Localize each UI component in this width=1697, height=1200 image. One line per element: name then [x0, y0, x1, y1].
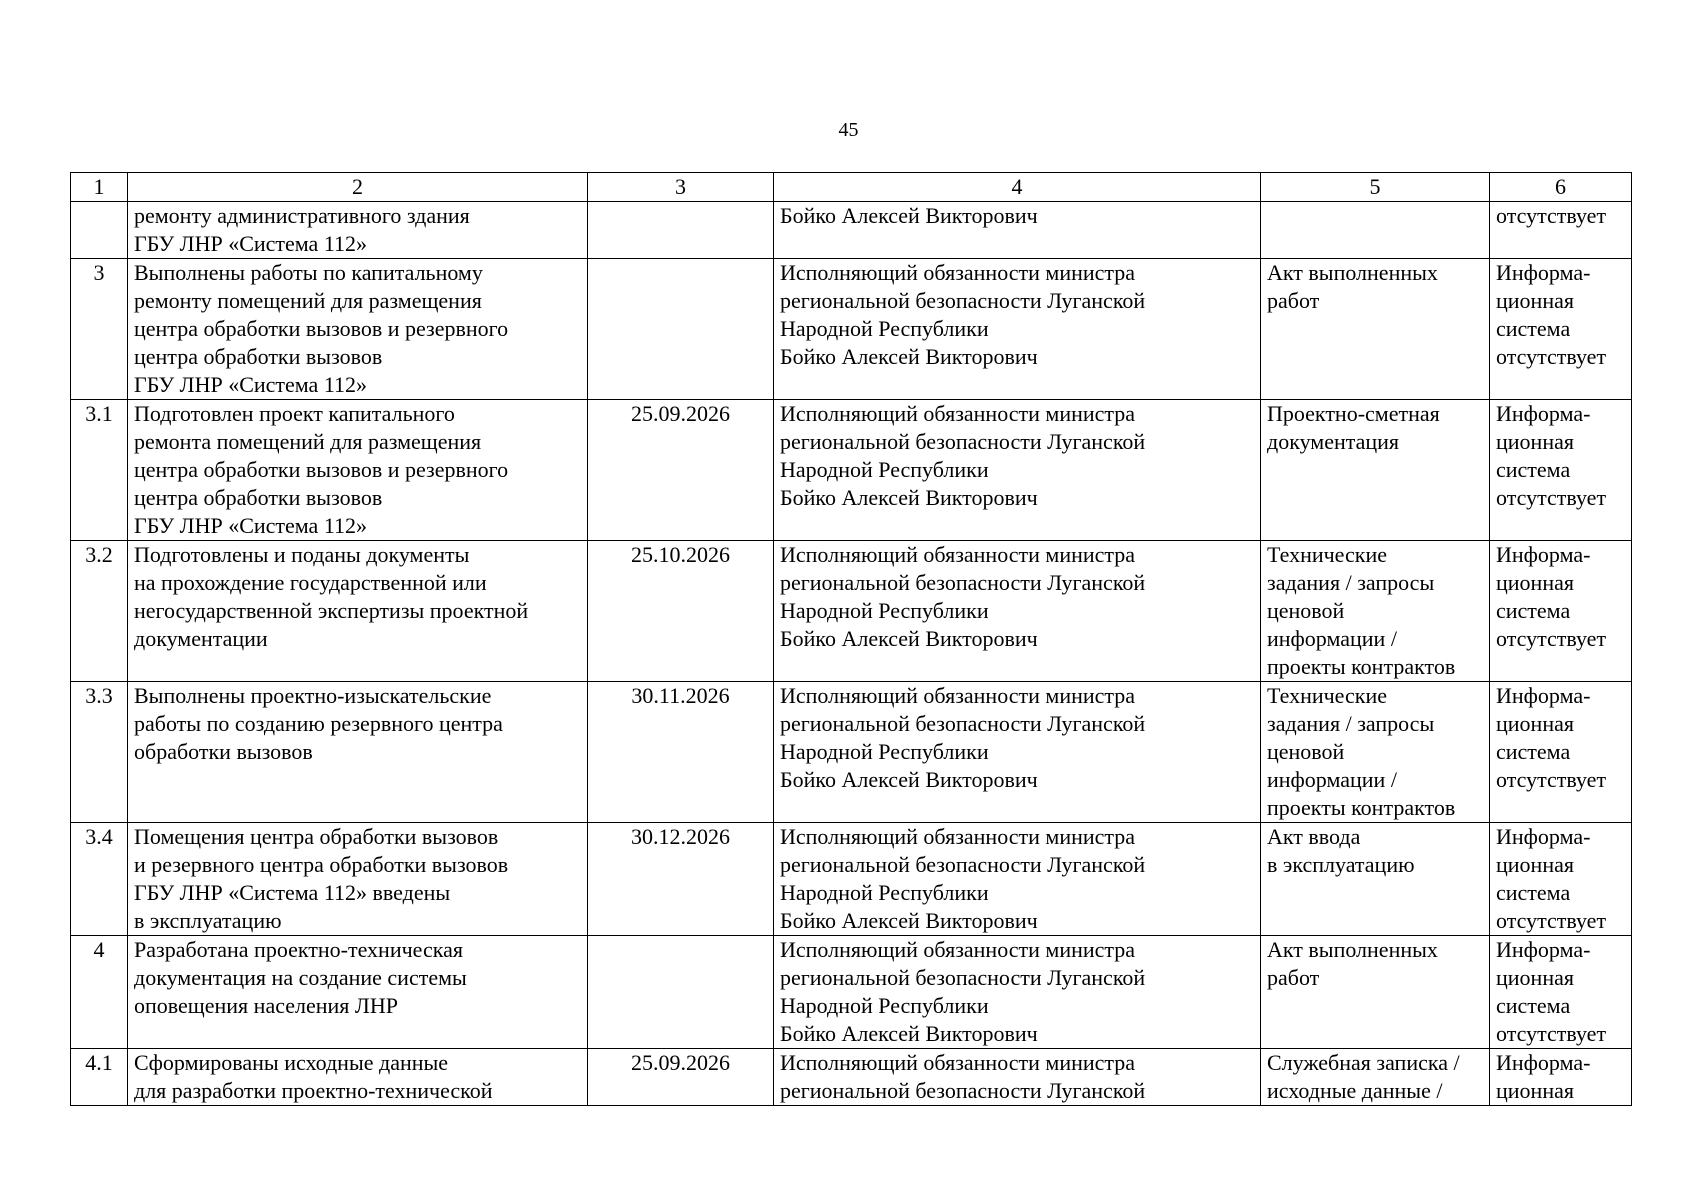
cell-information-system-line: система — [1496, 598, 1571, 623]
plan-table — [70, 172, 1632, 1106]
cell-task-line: центра обработки вызовов — [134, 344, 383, 369]
cell-responsible-line: Исполняющий обязанности министра — [780, 937, 1136, 962]
cell-information-system-line: система — [1496, 739, 1571, 764]
cell-number: 3.3 — [71, 682, 128, 823]
cell-information-system-line: система — [1496, 457, 1571, 482]
cell-information-system-line: отсутствует — [1496, 203, 1607, 228]
cell-number: 3.2 — [71, 541, 128, 682]
cell-task-line: документации — [134, 626, 268, 651]
column-header-5: 5 — [1261, 173, 1490, 202]
cell-document-line: проекты контрактов — [1267, 795, 1456, 820]
cell-number: 3.1 — [71, 400, 128, 541]
cell-responsible — [774, 259, 1261, 400]
table-row — [71, 936, 1632, 1049]
cell-document — [1261, 259, 1490, 400]
table-row — [71, 823, 1632, 936]
cell-responsible-line: Исполняющий обязанности министра — [780, 260, 1136, 285]
cell-responsible-line: Исполняющий обязанности министра — [780, 683, 1136, 708]
cell-document-line: Акт выполненных — [1267, 260, 1438, 285]
cell-information-system-line: отсутствует — [1496, 344, 1607, 369]
cell-responsible-line: Народной Республики — [780, 598, 989, 623]
cell-deadline: 25.09.2026 — [588, 1049, 774, 1106]
cell-task-line: ремонта помещений для размещения — [134, 429, 482, 454]
cell-responsible-line: региональной безопасности Луганской — [780, 852, 1146, 877]
cell-information-system-line: отсутствует — [1496, 1021, 1607, 1046]
cell-responsible-line: Исполняющий обязанности министра — [780, 401, 1136, 426]
cell-information-system — [1490, 541, 1632, 682]
cell-document-line: Служебная записка / — [1267, 1050, 1460, 1075]
cell-deadline — [588, 202, 774, 259]
table-row — [71, 1049, 1632, 1106]
cell-document — [1261, 1049, 1490, 1106]
cell-information-system-line: ционная — [1496, 965, 1574, 990]
cell-information-system-line: ционная — [1496, 429, 1574, 454]
cell-number: 3 — [71, 259, 128, 400]
cell-document — [1261, 823, 1490, 936]
cell-responsible-line: региональной безопасности Луганской — [780, 288, 1146, 313]
cell-document-line: Технические — [1267, 542, 1387, 567]
cell-information-system-line: ционная — [1496, 570, 1574, 595]
cell-responsible-line: региональной безопасности Луганской — [780, 429, 1146, 454]
cell-task-line: Подготовлены и поданы документы — [134, 542, 470, 567]
column-header-2: 2 — [128, 173, 588, 202]
cell-number: 4 — [71, 936, 128, 1049]
cell-document-line: проекты контрактов — [1267, 654, 1456, 679]
cell-task — [128, 936, 588, 1049]
cell-information-system-line: Информа- — [1496, 937, 1591, 962]
cell-task-line: Выполнены работы по капитальному — [134, 260, 483, 285]
header-row — [71, 173, 1632, 202]
cell-document-line: Акт выполненных — [1267, 937, 1438, 962]
cell-task — [128, 541, 588, 682]
cell-responsible-line: Бойко Алексей Викторович — [780, 908, 1038, 933]
cell-responsible-line: Исполняющий обязанности министра — [780, 542, 1136, 567]
cell-task-line: ГБУ ЛНР «Система 112» введены — [134, 880, 451, 905]
cell-responsible-line: Бойко Алексей Викторович — [780, 626, 1038, 651]
cell-deadline: 25.09.2026 — [588, 400, 774, 541]
cell-deadline: 30.11.2026 — [588, 682, 774, 823]
cell-responsible-line: Бойко Алексей Викторович — [780, 203, 1038, 228]
cell-number: 4.1 — [71, 1049, 128, 1106]
cell-responsible-line: Бойко Алексей Викторович — [780, 767, 1038, 792]
cell-deadline: 30.12.2026 — [588, 823, 774, 936]
cell-responsible-line: Бойко Алексей Викторович — [780, 1021, 1038, 1046]
cell-task — [128, 682, 588, 823]
cell-information-system-line: ционная — [1496, 711, 1574, 736]
cell-document-line: работ — [1267, 965, 1320, 990]
cell-responsible-line: региональной безопасности Луганской — [780, 965, 1146, 990]
table-row — [71, 682, 1632, 823]
cell-responsible — [774, 936, 1261, 1049]
table-body — [71, 202, 1632, 1106]
cell-document-line: работ — [1267, 288, 1320, 313]
cell-information-system-line: отсутствует — [1496, 767, 1607, 792]
cell-information-system-line: Информа- — [1496, 401, 1591, 426]
cell-information-system-line: Информа- — [1496, 542, 1591, 567]
cell-responsible — [774, 541, 1261, 682]
cell-document — [1261, 400, 1490, 541]
cell-number — [71, 202, 128, 259]
cell-information-system-line: Информа- — [1496, 1050, 1591, 1075]
cell-document-line: Проектно-сметная — [1267, 401, 1440, 426]
cell-document — [1261, 202, 1490, 259]
cell-responsible-line: Бойко Алексей Викторович — [780, 485, 1038, 510]
cell-information-system-line: система — [1496, 993, 1571, 1018]
cell-information-system — [1490, 202, 1632, 259]
cell-task — [128, 400, 588, 541]
cell-information-system-line: система — [1496, 880, 1571, 905]
cell-document — [1261, 936, 1490, 1049]
cell-responsible — [774, 400, 1261, 541]
cell-information-system-line: ционная — [1496, 1078, 1574, 1103]
cell-information-system — [1490, 259, 1632, 400]
cell-information-system-line: отсутствует — [1496, 485, 1607, 510]
cell-task-line: ремонту административного здания — [134, 203, 470, 228]
cell-document-line: задания / запросы — [1267, 711, 1435, 736]
cell-document — [1261, 541, 1490, 682]
cell-task-line: и резервного центра обработки вызовов — [134, 852, 509, 877]
cell-task-line: обработки вызовов — [134, 739, 313, 764]
cell-document-line: задания / запросы — [1267, 570, 1435, 595]
page-number: 45 — [838, 119, 859, 141]
cell-responsible-line: Исполняющий обязанности министра — [780, 1050, 1136, 1075]
cell-responsible-line: региональной безопасности Луганской — [780, 1078, 1146, 1103]
cell-document-line: Технические — [1267, 683, 1387, 708]
cell-information-system — [1490, 400, 1632, 541]
cell-information-system-line: ционная — [1496, 852, 1574, 877]
cell-document-line: исходные данные / — [1267, 1078, 1443, 1103]
cell-task-line: оповещения населения ЛНР — [134, 993, 398, 1018]
cell-responsible-line: Народной Республики — [780, 457, 989, 482]
cell-information-system-line: система — [1496, 316, 1571, 341]
cell-information-system-line: Информа- — [1496, 260, 1591, 285]
column-header-4: 4 — [774, 173, 1261, 202]
cell-task — [128, 259, 588, 400]
cell-responsible-line: Народной Республики — [780, 880, 989, 905]
cell-responsible — [774, 202, 1261, 259]
cell-task-line: работы по созданию резервного центра — [134, 711, 503, 736]
cell-information-system — [1490, 823, 1632, 936]
cell-responsible — [774, 1049, 1261, 1106]
cell-task-line: Подготовлен проект капитального — [134, 401, 455, 426]
cell-responsible-line: Исполняющий обязанности министра — [780, 824, 1136, 849]
cell-information-system — [1490, 1049, 1632, 1106]
cell-responsible — [774, 823, 1261, 936]
cell-task — [128, 1049, 588, 1106]
cell-task-line: ГБУ ЛНР «Система 112» — [134, 513, 368, 538]
cell-deadline — [588, 259, 774, 400]
column-header-1: 1 — [71, 173, 128, 202]
cell-task-line: центра обработки вызовов — [134, 485, 383, 510]
cell-document-line: в эксплуатацию — [1267, 852, 1415, 877]
column-header-6: 6 — [1490, 173, 1632, 202]
cell-responsible — [774, 682, 1261, 823]
cell-document-line: информации / — [1267, 626, 1397, 651]
cell-information-system-line: отсутствует — [1496, 908, 1607, 933]
cell-task-line: ГБУ ЛНР «Система 112» — [134, 372, 368, 397]
cell-information-system-line: Информа- — [1496, 683, 1591, 708]
cell-task-line: Помещения центра обработки вызовов — [134, 824, 499, 849]
cell-responsible-line: Народной Республики — [780, 993, 989, 1018]
cell-document — [1261, 682, 1490, 823]
cell-task-line: Выполнены проектно-изыскательские — [134, 683, 492, 708]
cell-task-line: Разработана проектно-техническая — [134, 937, 463, 962]
cell-task-line: негосударственной экспертизы проектной — [134, 598, 529, 623]
table-row — [71, 541, 1632, 682]
table-header — [71, 173, 1632, 202]
cell-document-line: документация — [1267, 429, 1400, 454]
cell-task-line: центра обработки вызовов и резервного — [134, 316, 509, 341]
cell-document-line: ценовой — [1267, 739, 1345, 764]
cell-information-system-line: ционная — [1496, 288, 1574, 313]
table-row — [71, 202, 1632, 259]
cell-responsible-line: региональной безопасности Луганской — [780, 570, 1146, 595]
cell-task-line: в эксплуатацию — [134, 908, 282, 933]
cell-responsible-line: Народной Республики — [780, 316, 989, 341]
cell-document-line: информации / — [1267, 767, 1397, 792]
cell-task-line: документация на создание системы — [134, 965, 467, 990]
column-header-3: 3 — [588, 173, 774, 202]
cell-information-system-line: Информа- — [1496, 824, 1591, 849]
cell-information-system — [1490, 682, 1632, 823]
cell-information-system-line: отсутствует — [1496, 626, 1607, 651]
cell-information-system — [1490, 936, 1632, 1049]
cell-responsible-line: региональной безопасности Луганской — [780, 711, 1146, 736]
cell-task-line: на прохождение государственной или — [134, 570, 487, 595]
cell-task-line: для разработки проектно-технической — [134, 1078, 493, 1103]
cell-number: 3.4 — [71, 823, 128, 936]
cell-document-line: ценовой — [1267, 598, 1345, 623]
cell-task-line: центра обработки вызовов и резервного — [134, 457, 509, 482]
table-row — [71, 259, 1632, 400]
cell-task-line: ГБУ ЛНР «Система 112» — [134, 231, 368, 256]
cell-deadline — [588, 936, 774, 1049]
cell-task — [128, 202, 588, 259]
cell-task-line: Сформированы исходные данные — [134, 1050, 449, 1075]
cell-task-line: ремонту помещений для размещения — [134, 288, 482, 313]
table-row — [71, 400, 1632, 541]
cell-task — [128, 823, 588, 936]
cell-responsible-line: Бойко Алексей Викторович — [780, 344, 1038, 369]
cell-document-line: Акт ввода — [1267, 824, 1361, 849]
cell-deadline: 25.10.2026 — [588, 541, 774, 682]
cell-responsible-line: Народной Республики — [780, 739, 989, 764]
